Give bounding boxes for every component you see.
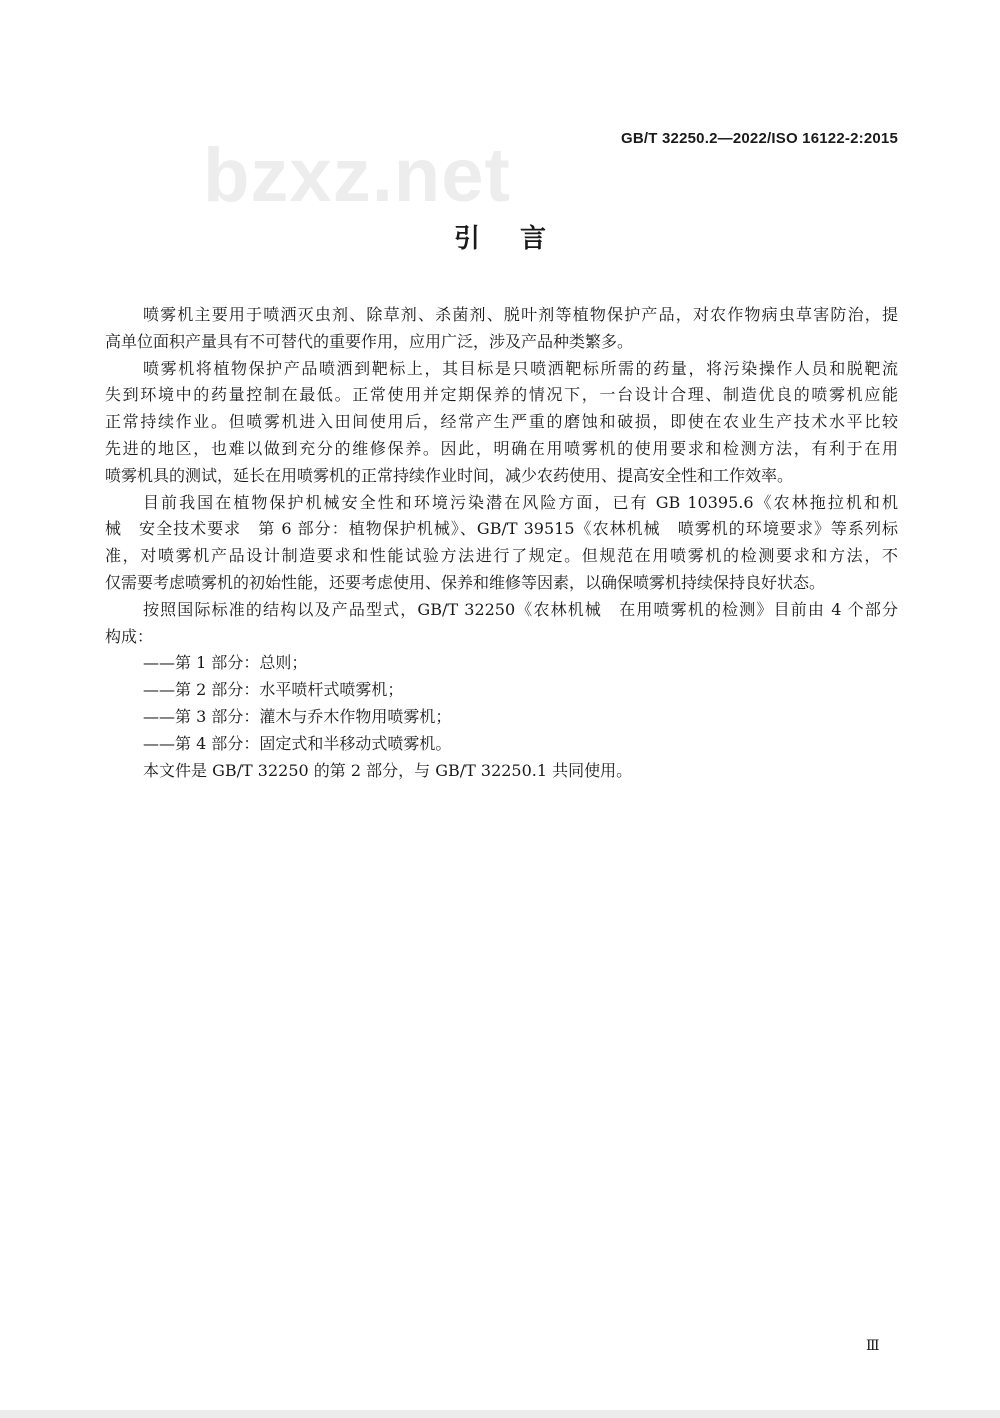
text-line: 目前我国在植物保护机械安全性和环境污染潜在风险方面，已有 GB 10395.6《农林拖拉机和机 — [143, 492, 898, 512]
document-body — [105, 302, 898, 784]
section-title: 引言 — [453, 224, 586, 254]
text-line: 先进的地区，也难以做到充分的维修保养。因此，明确在用喷雾机的使用要求和检测方法，有利于在用 — [105, 438, 898, 458]
text-line: 喷雾机将植物保护产品喷洒到靶标上，其目标是只喷洒靶标所需的药量，将污染操作人员和脱靶流 — [143, 358, 898, 378]
page-number: Ⅲ — [866, 1338, 880, 1354]
text-line: ——第 3 部分：灌木与乔木作物用喷雾机； — [143, 706, 452, 726]
text-line: 构成： — [105, 626, 154, 646]
standard-code: GB/T 32250.2—2022/ISO 16122-2:2015 — [621, 130, 898, 147]
text-line: 按照国际标准的结构以及产品型式，GB/T 32250《农林机械 在用喷雾机的检测》目前由 4 个部分 — [143, 599, 898, 619]
text-line: 正常持续作业。但喷雾机进入田间使用后，经常产生严重的磨蚀和破损，即使在农业生产技术水平比较 — [105, 412, 898, 432]
text-line: 失到环境中的药量控制在最低。正常使用并定期保养的情况下，一台设计合理、制造优良的喷雾机应能 — [105, 385, 898, 405]
text-line: ——第 2 部分：水平喷杆式喷雾机； — [143, 680, 404, 700]
text-line: 仅需要考虑喷雾机的初始性能，还要考虑使用、保养和维修等因素，以确保喷雾机持续保持良好状态。 — [105, 572, 826, 592]
text-line: 喷雾机具的测试，延长在用喷雾机的正常持续作业时间，减少农药使用、提高安全性和工作效率。 — [105, 465, 794, 485]
text-line: 喷雾机主要用于喷洒灭虫剂、除草剂、杀菌剂、脱叶剂等植物保护产品，对农作物病虫草害防治，提 — [143, 305, 898, 324]
text-line: 械 安全技术要求 第 6 部分：植物保护机械》、GB/T 39515《农林机械 喷雾机的环境要求》等系列标 — [105, 519, 898, 539]
text-line: ——第 1 部分：总则； — [143, 653, 308, 673]
text-line: 准，对喷雾机产品设计制造要求和性能试验方法进行了规定。但规范在用喷雾机的检测要求和方法，不 — [105, 546, 898, 566]
text-line: ——第 4 部分：固定式和半移动式喷雾机。 — [143, 733, 452, 753]
watermark: bzxz.net — [203, 133, 511, 218]
text-line: 本文件是 GB/T 32250 的第 2 部分，与 GB/T 32250.1 共同使用。 — [143, 760, 633, 780]
text-line: 高单位面积产量具有不可替代的重要作用，应用广泛，涉及产品种类繁多。 — [105, 331, 634, 351]
